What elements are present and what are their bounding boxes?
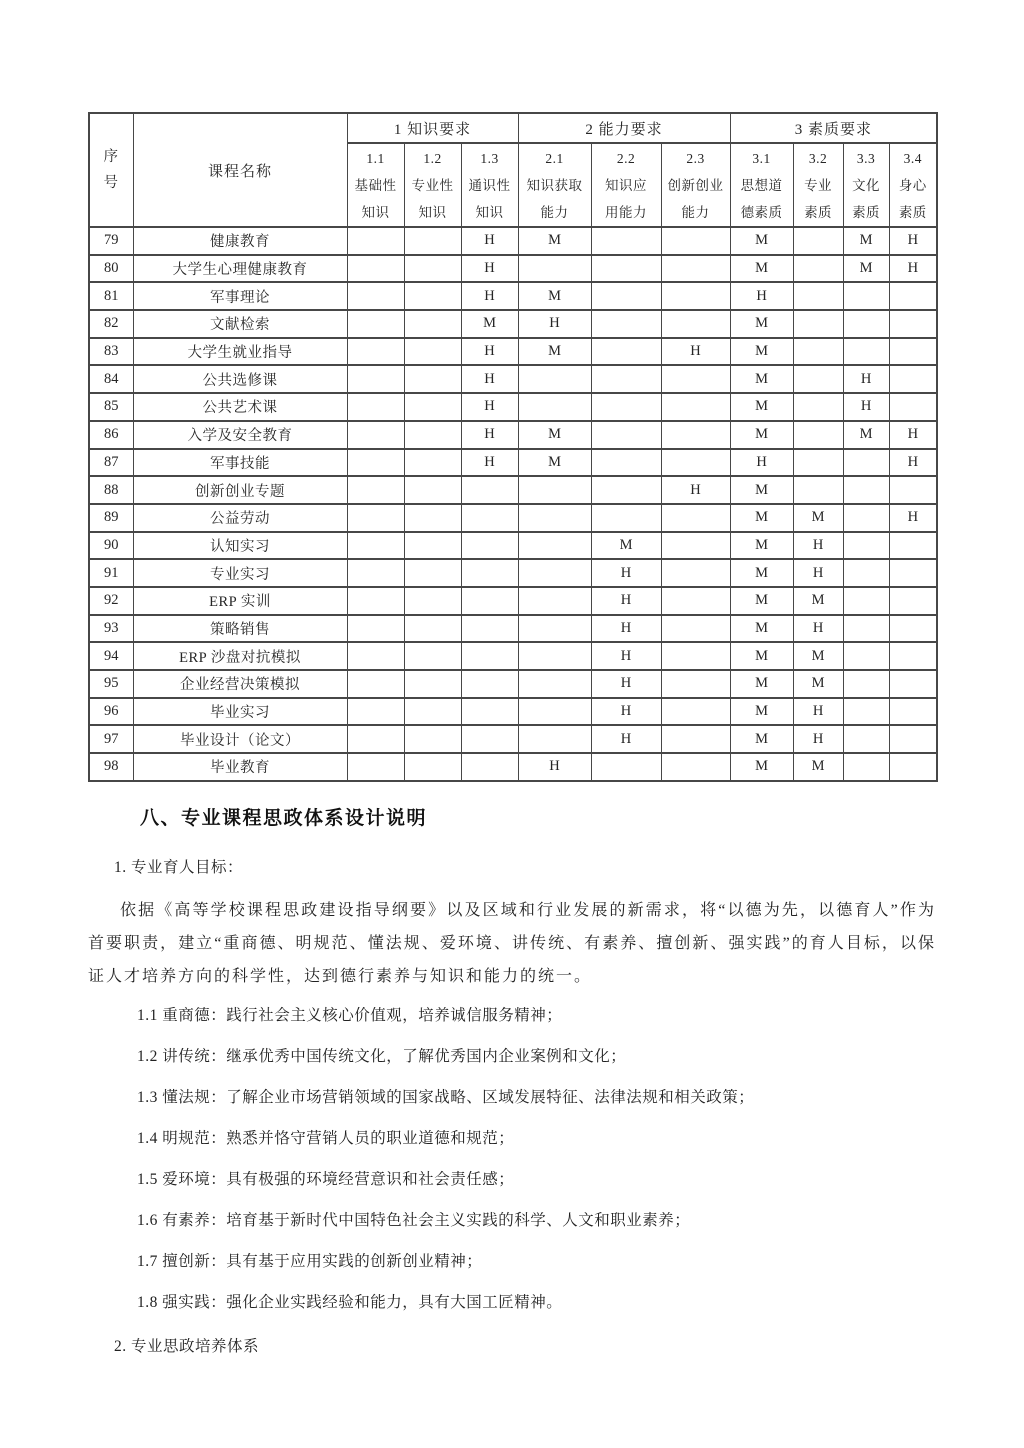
level-cell: H [889,421,937,449]
level-cell: H [591,615,661,643]
level-cell [843,449,889,477]
goal-item: 1.8 强实践：强化企业实践经验和能力，具有大国工匠精神。 [137,1293,563,1311]
level-cell [518,393,591,421]
level-cell [404,504,461,532]
level-cell: M [793,670,843,698]
level-cell [661,255,730,283]
table-row [89,310,937,338]
level-cell [843,532,889,560]
level-cell: M [591,532,661,560]
level-cell [661,282,730,310]
level-cell [404,255,461,283]
goal-item: 1.3 懂法规：了解企业市场营销领域的国家战略、区域发展特征、法律法规和相关政策； [137,1088,755,1106]
course-name: 健康教育 [133,227,347,255]
table-row [89,504,937,532]
table-row [89,670,937,698]
table-row [89,642,937,670]
level-cell [793,282,843,310]
level-cell [661,642,730,670]
level-cell [591,338,661,366]
corner-line-2: 号 [103,175,119,191]
goal-item: 1.4 明规范：熟悉并恪守营销人员的职业道德和规范； [137,1129,515,1147]
level-cell: H [793,532,843,560]
level-cell [518,255,591,283]
level-cell: M [730,310,793,338]
level-cell [591,476,661,504]
level-cell [347,753,404,781]
level-cell [661,559,730,587]
level-cell [404,365,461,393]
intro-paragraph: 依据《高等学校课程思政建设指导纲要》以及区域和行业发展的新需求，将“以德为先，以德育人”作为首要职责，建立“重商德、明规范、懂法规、爱环境、讲传统、有素养、擅创新、强实践”的育人目标，以保证人才培养方向的科学性，达到德行素养与知识和能力的统一。 [88,901,936,985]
column-header-2.2: 2.2 知识应 用能力 [591,143,661,227]
table-row [89,282,937,310]
level-cell: M [730,725,793,753]
level-cell [347,393,404,421]
level-cell [461,753,518,781]
level-cell [661,753,730,781]
level-cell [843,504,889,532]
level-cell [591,365,661,393]
column-header-3.3: 3.3 文化 素质 [843,143,889,227]
level-cell: M [730,559,793,587]
level-cell [347,449,404,477]
row-number: 80 [89,255,133,283]
level-cell [889,725,937,753]
goal-item: 1.1 重商德：践行社会主义核心价值观，培养诚信服务精神； [137,1006,563,1024]
level-cell [889,670,937,698]
level-cell: H [461,227,518,255]
row-number: 93 [89,615,133,643]
group-header-knowledge: 1 知识要求 [347,113,518,143]
level-cell [661,421,730,449]
table-row [89,559,937,587]
level-cell: H [461,421,518,449]
level-cell [661,310,730,338]
level-cell [793,310,843,338]
level-cell [661,532,730,560]
level-cell [843,310,889,338]
level-cell [347,282,404,310]
level-cell: M [518,449,591,477]
level-cell: M [793,504,843,532]
level-cell: H [518,753,591,781]
level-cell: M [730,255,793,283]
table-row [89,421,937,449]
level-cell [889,338,937,366]
level-cell [661,227,730,255]
level-cell: M [730,587,793,615]
group-header-ability: 2 能力要求 [518,113,730,143]
level-cell: M [730,753,793,781]
level-cell: M [730,227,793,255]
level-cell [404,670,461,698]
level-cell [661,587,730,615]
level-cell [591,310,661,338]
table-row [89,449,937,477]
level-cell [843,587,889,615]
column-header-2.3: 2.3 创新创业 能力 [661,143,730,227]
row-number: 86 [89,421,133,449]
level-cell [889,698,937,726]
level-cell [661,698,730,726]
level-cell: H [591,725,661,753]
level-cell: H [730,282,793,310]
column-header-3.1: 3.1 思想道 德素质 [730,143,793,227]
level-cell [347,227,404,255]
level-cell [793,255,843,283]
level-cell [347,476,404,504]
level-cell [518,532,591,560]
level-cell: M [793,642,843,670]
level-cell [591,282,661,310]
level-cell: M [461,310,518,338]
level-cell [404,615,461,643]
level-cell [518,504,591,532]
goal-list [137,1006,936,1313]
row-number: 85 [89,393,133,421]
level-cell: H [461,338,518,366]
level-cell [404,421,461,449]
level-cell: H [661,338,730,366]
level-cell [461,559,518,587]
course-name: 专业实习 [133,559,347,587]
subsection-1-title: 1. 专业育人目标： [114,858,244,876]
level-cell [518,365,591,393]
level-cell [889,476,937,504]
level-cell [347,255,404,283]
level-cell [347,587,404,615]
row-number: 88 [89,476,133,504]
level-cell: M [730,393,793,421]
level-cell: H [793,559,843,587]
level-cell [518,559,591,587]
level-cell: M [843,421,889,449]
level-cell [461,670,518,698]
level-cell [843,615,889,643]
goal-item: 1.5 爱环境：具有极强的环境经营意识和社会责任感； [137,1170,515,1188]
table-row [89,698,937,726]
course-name: 策略销售 [133,615,347,643]
column-header-3.2: 3.2 专业 素质 [793,143,843,227]
level-cell [347,338,404,366]
column-header-2.1: 2.1 知识获取 能力 [518,143,591,227]
level-cell [404,753,461,781]
level-cell [793,338,843,366]
level-cell: H [793,615,843,643]
table-row [89,587,937,615]
level-cell [347,504,404,532]
row-number: 98 [89,753,133,781]
column-header-sequence-number [89,113,133,227]
level-cell: H [730,449,793,477]
level-cell [661,670,730,698]
course-name: 入学及安全教育 [133,421,347,449]
level-cell [591,227,661,255]
level-cell [889,310,937,338]
level-cell [889,615,937,643]
level-cell [889,642,937,670]
column-header-1.3: 1.3 通识性 知识 [461,143,518,227]
level-cell [843,642,889,670]
level-cell [843,725,889,753]
level-cell [461,642,518,670]
table-row [89,725,937,753]
course-requirement-table [88,112,938,782]
level-cell: M [518,338,591,366]
row-number: 89 [89,504,133,532]
course-name: 公共艺术课 [133,393,347,421]
table-row [89,532,937,560]
level-cell [404,310,461,338]
level-cell [461,587,518,615]
level-cell [461,504,518,532]
level-cell: M [730,670,793,698]
corner-line-1: 序 [103,149,119,165]
table-row [89,255,937,283]
level-cell [347,532,404,560]
level-cell: M [730,642,793,670]
level-cell: M [793,587,843,615]
table-row [89,227,937,255]
level-cell: H [461,255,518,283]
row-number: 90 [89,532,133,560]
level-cell [843,559,889,587]
level-cell [347,365,404,393]
level-cell: H [889,255,937,283]
row-number: 95 [89,670,133,698]
level-cell [793,476,843,504]
level-cell [347,559,404,587]
goal-item: 1.7 擅创新：具有基于应用实践的创新创业精神； [137,1252,483,1270]
level-cell [404,449,461,477]
level-cell [591,393,661,421]
row-number: 92 [89,587,133,615]
level-cell [843,338,889,366]
course-name: 创新创业专题 [133,476,347,504]
level-cell: H [461,449,518,477]
course-name: 文献检索 [133,310,347,338]
level-cell [889,532,937,560]
course-name: 认知实习 [133,532,347,560]
level-cell [347,725,404,753]
level-cell: M [730,421,793,449]
level-cell [793,393,843,421]
table-row [89,338,937,366]
level-cell: M [730,338,793,366]
course-name: 公共选修课 [133,365,347,393]
level-cell: M [793,753,843,781]
level-cell [404,227,461,255]
level-cell [518,698,591,726]
level-cell [889,559,937,587]
level-cell [843,282,889,310]
level-cell: H [889,504,937,532]
level-cell [404,642,461,670]
column-header-1.1: 1.1 基础性 知识 [347,143,404,227]
level-cell [843,670,889,698]
subsection-2-title: 2. 专业思政培养体系 [114,1337,260,1355]
level-cell [661,504,730,532]
level-cell [404,393,461,421]
level-cell [347,698,404,726]
level-cell [591,504,661,532]
level-cell [889,365,937,393]
column-header-1.2: 1.2 专业性 知识 [404,143,461,227]
course-name: ERP 实训 [133,587,347,615]
level-cell: H [793,725,843,753]
level-cell [347,421,404,449]
level-cell [518,725,591,753]
level-cell [461,615,518,643]
level-cell: H [843,365,889,393]
level-cell: H [591,698,661,726]
level-cell [793,227,843,255]
level-cell: H [461,393,518,421]
level-cell [404,698,461,726]
level-cell: M [730,476,793,504]
course-name: 企业经营决策模拟 [133,670,347,698]
row-number: 83 [89,338,133,366]
level-cell: H [591,559,661,587]
row-number: 94 [89,642,133,670]
row-number: 97 [89,725,133,753]
row-number: 96 [89,698,133,726]
table-row [89,476,937,504]
column-header-3.4: 3.4 身心 素质 [889,143,937,227]
level-cell [793,365,843,393]
level-cell: M [518,421,591,449]
level-cell [404,559,461,587]
course-table-body [89,227,937,781]
level-cell: M [730,698,793,726]
level-cell: H [591,587,661,615]
level-cell [518,587,591,615]
course-name: 公益劳动 [133,504,347,532]
table-row [89,365,937,393]
course-name: 毕业设计（论文） [133,725,347,753]
level-cell: H [461,282,518,310]
course-name: 大学生就业指导 [133,338,347,366]
level-cell [661,393,730,421]
level-cell [843,698,889,726]
level-cell [889,393,937,421]
row-number: 91 [89,559,133,587]
level-cell [461,698,518,726]
level-cell [518,670,591,698]
level-cell [461,532,518,560]
level-cell [404,532,461,560]
course-name: 军事理论 [133,282,347,310]
level-cell: M [518,227,591,255]
row-number: 84 [89,365,133,393]
course-name: 毕业实习 [133,698,347,726]
level-cell [518,476,591,504]
row-number: 79 [89,227,133,255]
level-cell [518,615,591,643]
level-cell: H [591,642,661,670]
course-name: 毕业教育 [133,753,347,781]
column-header-course-name: 课程名称 [133,113,347,227]
level-cell [404,338,461,366]
level-cell: M [518,282,591,310]
level-cell [404,725,461,753]
level-cell [661,725,730,753]
level-cell [591,421,661,449]
level-cell: M [730,615,793,643]
level-cell: H [461,365,518,393]
group-header-row [89,113,937,143]
level-cell [889,587,937,615]
level-cell [591,753,661,781]
row-number: 87 [89,449,133,477]
level-cell [347,615,404,643]
level-cell: M [730,532,793,560]
goal-item: 1.2 讲传统：继承优秀中国传统文化，了解优秀国内企业案例和文化； [137,1047,627,1065]
level-cell: M [843,227,889,255]
level-cell: M [730,504,793,532]
course-name: 军事技能 [133,449,347,477]
level-cell [461,725,518,753]
level-cell [889,282,937,310]
level-cell [793,449,843,477]
level-cell: H [889,227,937,255]
level-cell: H [591,670,661,698]
level-cell [843,753,889,781]
row-number: 82 [89,310,133,338]
table-row [89,615,937,643]
level-cell: H [889,449,937,477]
goal-item: 1.6 有素养：培育基于新时代中国特色社会主义实践的科学、人文和职业素养； [137,1211,691,1229]
level-cell: M [730,365,793,393]
level-cell: H [661,476,730,504]
course-name: 大学生心理健康教育 [133,255,347,283]
section-heading: 八、专业课程思政体系设计说明 [140,807,428,829]
level-cell [404,587,461,615]
level-cell [461,476,518,504]
level-cell [347,670,404,698]
table-row [89,393,937,421]
level-cell [661,365,730,393]
level-cell [661,449,730,477]
row-number: 81 [89,282,133,310]
level-cell: H [518,310,591,338]
level-cell [404,476,461,504]
level-cell [591,449,661,477]
level-cell [347,310,404,338]
table-row [89,753,937,781]
level-cell [347,642,404,670]
level-cell [518,642,591,670]
level-cell [661,615,730,643]
level-cell [889,753,937,781]
course-name: ERP 沙盘对抗模拟 [133,642,347,670]
level-cell [843,476,889,504]
level-cell: H [793,698,843,726]
level-cell [404,282,461,310]
group-header-quality: 3 素质要求 [730,113,937,143]
level-cell [591,255,661,283]
level-cell: H [843,393,889,421]
level-cell: M [843,255,889,283]
level-cell [793,421,843,449]
